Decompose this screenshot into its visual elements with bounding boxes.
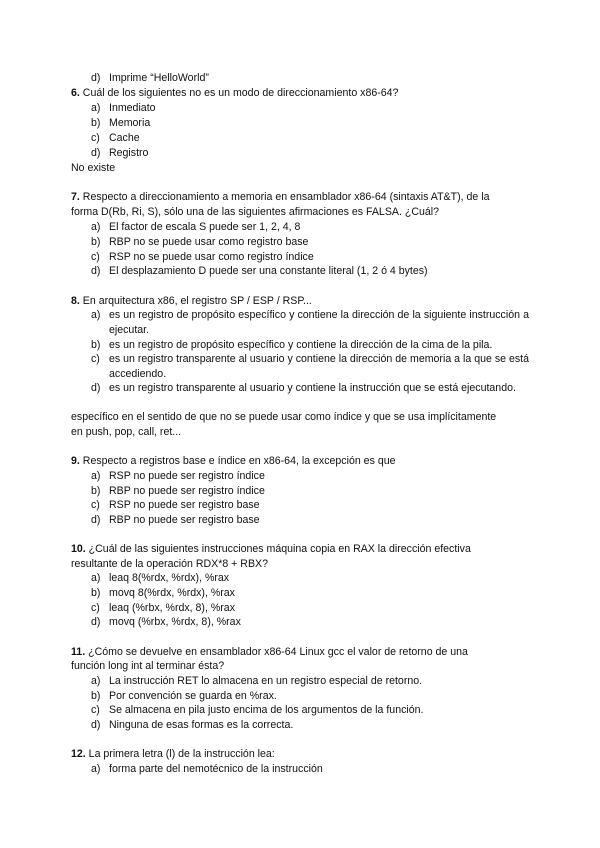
option-text: RBP no puede ser registro índice [109,485,265,497]
q8-text: En arquitectura x86, el registro SP / ESP / RSP... [79,295,312,307]
option-text: RSP no se puede usar como registro índice [109,251,314,263]
q11-text-line1: ¿Cómo se devuelve en ensamblador x86-64 Linux gcc el valor de retorno de una [85,646,468,658]
option-letter: a) [91,309,101,321]
option-text: es un registro transparente al usuario y contiene la dirección de memoria a la que se está accediendo. [109,353,529,380]
option-letter: c) [91,132,100,144]
option-letter: d) [91,382,101,394]
option-letter: d) [91,719,101,731]
q7-text-line1: Respecto a direccionamiento a memoria en ensamblador x86-64 (sintaxis AT&T), de la [79,191,490,203]
q6-note: No existe [71,162,116,174]
option-letter: b) [91,339,101,351]
q10-text-line1: ¿Cuál de las siguientes instrucciones máquina copia en RAX la dirección efectiva [85,543,471,555]
option-letter: c) [91,353,100,365]
option-letter: a) [91,470,101,482]
q9-text: Respecto a registros base e índice en x86-64, la excepción es que [79,455,396,467]
option-text: RBP no puede ser registro base [109,514,260,526]
q9-number: 9. [71,455,80,467]
option-letter: a) [91,102,101,114]
q8-note-line2: en push, pop, call, ret... [71,426,182,438]
q11-question-line2: función long int al terminar ésta? [71,660,225,672]
option-text: RSP no puede ser registro índice [109,470,265,482]
q12-number: 12. [71,748,86,760]
q6-text: Cuál de los siguientes no es un modo de direccionamiento x86-64? [79,87,399,99]
option-letter: a) [91,763,101,775]
q9-question [71,454,396,468]
option-letter: c) [91,704,100,716]
option-text: forma parte del nemotécnico de la instrucción [109,763,323,775]
q11-question-line1 [71,645,468,659]
option-text: Ninguna de esas formas es la correcta. [109,719,294,731]
q10-number: 10. [71,543,86,555]
option-text: RBP no se puede usar como registro base [109,236,309,248]
option-text: Se almacena en pila justo encima de los argumentos de la función. [109,704,424,716]
option-text: leaq 8(%rdx, %rdx), %rax [109,572,230,584]
option-letter: b) [91,690,101,702]
q11-number: 11. [71,646,86,658]
q12-text: La primera letra (l) de la instrucción lea: [85,748,275,760]
q6-number: 6. [71,87,80,99]
option-letter: a) [91,572,101,584]
option-text: Inmediato [109,102,156,114]
option-letter: d) [91,616,101,628]
option-letter: d) [91,147,101,159]
q8-option-c [91,352,529,381]
option-letter: d) [91,514,101,526]
q12-question [71,747,275,761]
option-text: Memoria [109,117,151,129]
option-letter: b) [91,485,101,497]
option-letter: d) [91,72,101,84]
option-letter: c) [91,602,100,614]
option-text: movq 8(%rdx, %rdx), %rax [109,587,235,599]
q7-number: 7. [71,191,80,203]
option-text: RSP no puede ser registro base [109,499,260,511]
option-letter: d) [91,265,101,277]
option-letter: b) [91,236,101,248]
q10-question-line2: resultante de la operación RDX*8 + RBX? [71,558,268,570]
option-text: Registro [109,147,149,159]
q7-question-line2: forma D(Rb, Ri, S), sólo una de las siguientes afirmaciones es FALSA. ¿Cuál? [71,206,439,218]
option-letter: b) [91,587,101,599]
q8-note-line1: específico en el sentido de que no se puede usar como índice y que se usa implícitamente [71,411,497,423]
q8-option-a [91,308,529,337]
option-letter: a) [91,221,101,233]
option-text: es un registro transparente al usuario y contiene la instrucción que se está ejecutando. [109,382,516,394]
q8-number: 8. [71,295,80,307]
option-text: El factor de escala S puede ser 1, 2, 4, 8 [109,221,301,233]
option-letter: c) [91,251,100,263]
q6-question [71,86,398,100]
q8-option-d [91,381,529,396]
q7-question-line1 [71,190,489,204]
option-text: El desplazamiento D puede ser una constante literal (1, 2 ó 4 bytes) [109,265,428,277]
option-text: es un registro de propósito específico y contiene la dirección de la cima de la pila. [109,339,493,351]
option-text: Imprime “HelloWorld” [109,72,209,84]
option-text: movq (%rbx, %rdx, 8), %rax [109,616,241,628]
option-text: es un registro de propósito específico y contiene la dirección de la siguiente instrucción a ejecutar. [109,309,529,336]
option-text: Por convención se guarda en %rax. [109,690,277,702]
q8-question [71,294,312,308]
option-text: La instrucción RET lo almacena en un registro especial de retorno. [109,675,423,687]
option-text: Cache [109,132,140,144]
option-letter: b) [91,117,101,129]
option-letter: c) [91,499,100,511]
option-letter: a) [91,675,101,687]
q10-question-line1 [71,542,471,556]
option-text: leaq (%rbx, %rdx, 8), %rax [109,602,235,614]
